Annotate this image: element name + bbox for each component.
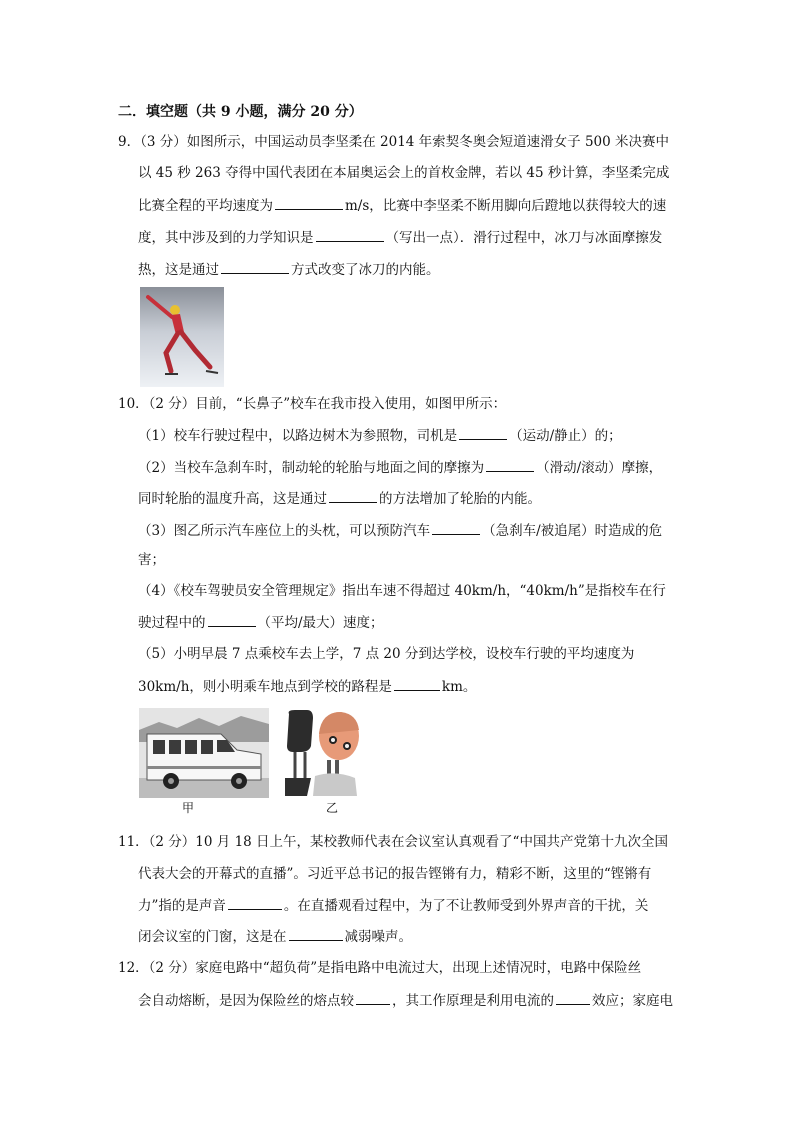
answer-blank[interactable] (275, 195, 343, 210)
answer-blank[interactable] (329, 488, 377, 503)
q11-line-4: 闭会议室的门窗，这是在 减弱噪声。 (138, 926, 412, 947)
q9-line-4: 度，其中涉及到的力学知识是 （写出一点）．滑行过程中，冰刀与冰面摩擦发 (138, 227, 662, 248)
q11-line-2: 代表大会的开幕式的直播”。习近平总书记的报告铿锵有力，精彩不断，这里的“铿锵有 (138, 866, 652, 882)
answer-blank[interactable] (208, 612, 256, 627)
q9-line-1: 9．（3 分）如图所示，中国运动员李坚柔在 2014 年索契冬奥会短道速滑女子 500 米决赛中 (118, 134, 670, 150)
q9-line-2: 以 45 秒 263 夺得中国代表团在本届奥运会上的首枚金牌，若以 45 秒计算，李坚柔完成 (138, 165, 670, 181)
figure-a-caption: 甲 (182, 801, 195, 815)
q9-line-3: 比赛全程的平均速度为 m/s，比赛中李坚柔不断用脚向后蹬地以获得较大的速 (138, 195, 666, 216)
answer-blank[interactable] (228, 895, 282, 910)
q10-part-3: （3）图乙所示汽车座位上的头枕，可以预防汽车 （急刹车/被追尾）时造成的危 (138, 520, 662, 541)
answer-blank[interactable] (556, 990, 590, 1005)
q10-part-2: （2）当校车急刹车时，制动轮的轮胎与地面之间的摩擦为 （滑动/滚动）摩擦， (138, 457, 662, 478)
q10-part-3-cont: 害； (138, 552, 165, 568)
answer-blank[interactable] (316, 227, 384, 242)
q10-part-4-cont: 驶过程中的 （平均/最大）速度； (138, 612, 384, 633)
answer-blank[interactable] (432, 520, 480, 535)
q10-part-4: （4）《校车驾驶员安全管理规定》指出车速不得超过 40km/h，“40km/h”是指校车在行 (138, 583, 666, 599)
speed-skater-image (140, 287, 224, 387)
q10-part-5: （5）小明早晨 7 点乘校车去上学，7 点 20 分到达学校，设校车行驶的平均速度为 (138, 646, 635, 662)
q11-line-3: 力”指的是声音 。在直播观看过程中，为了不让教师受到外界声音的干扰，关 (138, 895, 648, 916)
section-title: 二．填空题（共 9 小题，满分 20 分） (118, 104, 363, 120)
q10-part-2-cont: 同时轮胎的温度升高，这是通过 的方法增加了轮胎的内能。 (138, 488, 541, 509)
answer-blank[interactable] (289, 926, 343, 941)
figure-b-caption: 乙 (326, 801, 339, 815)
q9-line-5: 热，这是通过 方式改变了冰刀的内能。 (138, 259, 440, 280)
answer-blank[interactable] (486, 457, 534, 472)
q11-line-1: 11．（2 分）10 月 18 日上午，某校教师代表在会议室认真观看了“中国共产党第十九次全国 (118, 834, 668, 850)
answer-blank[interactable] (221, 259, 289, 274)
q10-part-5-cont: 30km/h，则小明乘车地点到学校的路程是 km。 (138, 676, 476, 697)
q12-line-2: 会自动熔断，是因为保险丝的熔点较 ，其工作原理是利用电流的 效应；家庭电 (138, 990, 673, 1011)
q10-line-1: 10．（2 分）目前，“长鼻子”校车在我市投入使用，如图甲所示： (118, 396, 507, 412)
headrest-dummy-image (285, 708, 385, 796)
q10-part-1: （1）校车行驶过程中，以路边树木为参照物，司机是 （运动/静止）的； (138, 425, 622, 446)
answer-blank[interactable] (356, 990, 390, 1005)
school-bus-image (139, 708, 269, 798)
answer-blank[interactable] (394, 676, 440, 691)
q12-line-1: 12．（2 分）家庭电路中“超负荷”是指电路中电流过大，出现上述情况时，电路中保险丝 (118, 960, 642, 976)
answer-blank[interactable] (459, 425, 507, 440)
